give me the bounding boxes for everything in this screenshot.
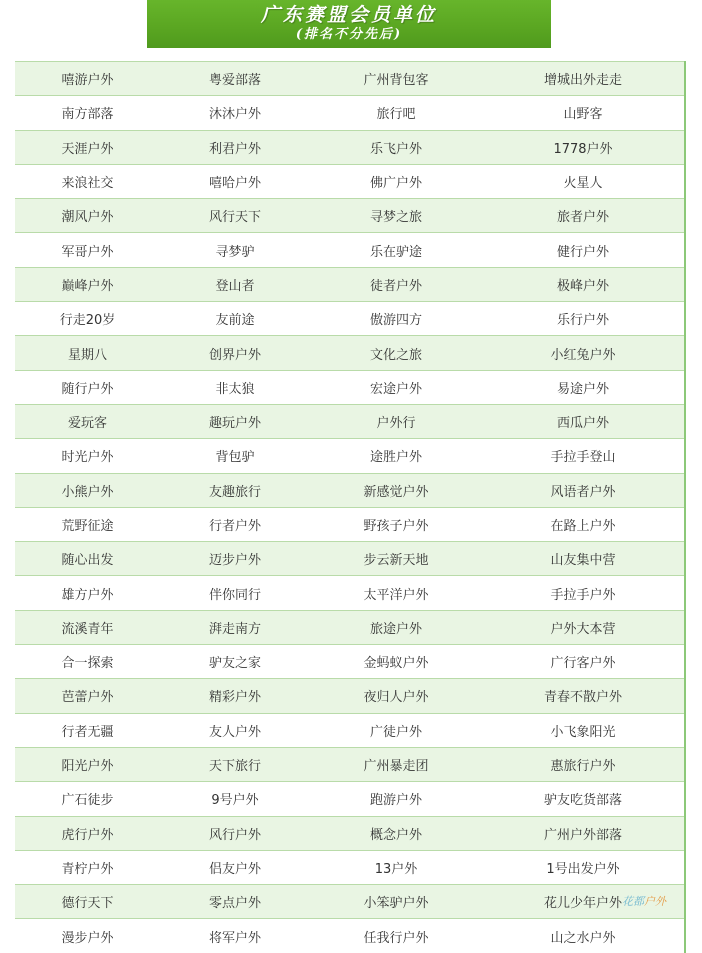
banner-title: 广东赛盟会员单位 xyxy=(260,4,437,26)
member-cell: 1号出发户外 xyxy=(482,850,684,884)
member-cell: 佛广户外 xyxy=(310,164,482,198)
table-row xyxy=(15,199,684,233)
member-cell: 驴友吃货部落 xyxy=(482,782,684,816)
table-row xyxy=(15,130,684,164)
table-row xyxy=(15,782,684,816)
table-row xyxy=(15,679,684,713)
member-cell: 户外行 xyxy=(310,404,482,438)
member-cell: 金蚂蚁户外 xyxy=(310,645,482,679)
member-cell: 嘻哈户外 xyxy=(160,164,310,198)
member-cell: 寻梦驴 xyxy=(160,233,310,267)
member-cell: 寻梦之旅 xyxy=(310,199,482,233)
member-cell: 非太狼 xyxy=(160,370,310,404)
table-row xyxy=(15,507,684,541)
member-cell: 花儿少年户外 xyxy=(482,885,684,919)
member-cell: 山之水户外 xyxy=(482,919,684,953)
member-cell: 傲游四方 xyxy=(310,302,482,336)
member-cell: 友趣旅行 xyxy=(160,473,310,507)
member-cell: 山友集中营 xyxy=(482,542,684,576)
member-cell: 概念户外 xyxy=(310,816,482,850)
table-row xyxy=(15,850,684,884)
member-cell: 随行户外 xyxy=(15,370,160,404)
member-cell: 小红兔户外 xyxy=(482,336,684,370)
member-cell: 爱玩客 xyxy=(15,404,160,438)
member-cell: 德行天下 xyxy=(15,885,160,919)
member-cell: 广石徒步 xyxy=(15,782,160,816)
member-cell: 巅峰户外 xyxy=(15,267,160,301)
member-cell: 旅途户外 xyxy=(310,610,482,644)
table-row xyxy=(15,302,684,336)
member-table-body xyxy=(15,62,684,953)
member-cell: 青春不散户外 xyxy=(482,679,684,713)
member-cell: 随心出发 xyxy=(15,542,160,576)
member-cell: 旅行吧 xyxy=(310,96,482,130)
member-cell: 粤爱部落 xyxy=(160,62,310,96)
member-cell: 创界户外 xyxy=(160,336,310,370)
member-cell: 雄方户外 xyxy=(15,576,160,610)
member-cell: 来浪社交 xyxy=(15,164,160,198)
member-table xyxy=(15,61,684,953)
member-cell: 徒者户外 xyxy=(310,267,482,301)
member-table-container xyxy=(15,61,686,953)
title-banner xyxy=(147,0,551,48)
member-cell: 乐在驴途 xyxy=(310,233,482,267)
member-cell: 广州户外部落 xyxy=(482,816,684,850)
member-cell: 潮风户外 xyxy=(15,199,160,233)
member-cell: 行走20岁 xyxy=(15,302,160,336)
table-row xyxy=(15,473,684,507)
member-cell: 1778户外 xyxy=(482,130,684,164)
member-cell: 风行天下 xyxy=(160,199,310,233)
member-cell: 广行客户外 xyxy=(482,645,684,679)
member-cell: 小熊户外 xyxy=(15,473,160,507)
table-row xyxy=(15,645,684,679)
member-cell: 乐飞户外 xyxy=(310,130,482,164)
table-row xyxy=(15,404,684,438)
member-cell: 将军户外 xyxy=(160,919,310,953)
watermark-text-1: 花都 xyxy=(622,895,644,908)
member-cell: 西瓜户外 xyxy=(482,404,684,438)
member-cell: 宏途户外 xyxy=(310,370,482,404)
member-cell: 广州暴走团 xyxy=(310,747,482,781)
member-cell: 虎行户外 xyxy=(15,816,160,850)
member-cell: 湃走南方 xyxy=(160,610,310,644)
table-row xyxy=(15,96,684,130)
banner-subtitle: (排名不分先后) xyxy=(295,27,403,42)
member-cell: 广徒户外 xyxy=(310,713,482,747)
table-row xyxy=(15,267,684,301)
member-cell: 风行户外 xyxy=(160,816,310,850)
member-cell: 任我行户外 xyxy=(310,919,482,953)
member-cell: 易途户外 xyxy=(482,370,684,404)
member-cell: 旅者户外 xyxy=(482,199,684,233)
member-cell: 行者户外 xyxy=(160,507,310,541)
table-row xyxy=(15,336,684,370)
table-row xyxy=(15,919,684,953)
member-cell: 零点户外 xyxy=(160,885,310,919)
member-cell: 背包驴 xyxy=(160,439,310,473)
member-cell: 在路上户外 xyxy=(482,507,684,541)
member-cell: 南方部落 xyxy=(15,96,160,130)
table-row xyxy=(15,164,684,198)
member-cell: 广州背包客 xyxy=(310,62,482,96)
member-cell: 9号户外 xyxy=(160,782,310,816)
member-cell: 手拉手登山 xyxy=(482,439,684,473)
member-cell: 伴你同行 xyxy=(160,576,310,610)
member-cell: 健行户外 xyxy=(482,233,684,267)
member-cell: 迈步户外 xyxy=(160,542,310,576)
member-cell: 趣玩户外 xyxy=(160,404,310,438)
member-cell: 合一探索 xyxy=(15,645,160,679)
member-cell: 嘻游户外 xyxy=(15,62,160,96)
member-cell: 夜归人户外 xyxy=(310,679,482,713)
member-cell: 青柠户外 xyxy=(15,850,160,884)
member-cell: 天涯户外 xyxy=(15,130,160,164)
member-cell: 友人户外 xyxy=(160,713,310,747)
table-row xyxy=(15,439,684,473)
watermark-text-2: 户外 xyxy=(644,895,666,908)
member-cell: 太平洋户外 xyxy=(310,576,482,610)
member-cell: 侣友户外 xyxy=(160,850,310,884)
member-cell: 小笨驴户外 xyxy=(310,885,482,919)
member-cell: 荒野征途 xyxy=(15,507,160,541)
table-row xyxy=(15,370,684,404)
member-cell: 军哥户外 xyxy=(15,233,160,267)
table-row xyxy=(15,62,684,96)
member-cell: 小飞象阳光 xyxy=(482,713,684,747)
member-cell: 手拉手户外 xyxy=(482,576,684,610)
member-cell: 户外大本营 xyxy=(482,610,684,644)
table-row xyxy=(15,885,684,919)
member-cell: 时光户外 xyxy=(15,439,160,473)
member-cell: 芭蕾户外 xyxy=(15,679,160,713)
member-cell: 行者无疆 xyxy=(15,713,160,747)
member-cell: 阳光户外 xyxy=(15,747,160,781)
table-row xyxy=(15,747,684,781)
member-cell: 山野客 xyxy=(482,96,684,130)
member-cell: 途胜户外 xyxy=(310,439,482,473)
member-cell: 星期八 xyxy=(15,336,160,370)
member-cell: 登山者 xyxy=(160,267,310,301)
member-cell: 漫步户外 xyxy=(15,919,160,953)
table-row xyxy=(15,610,684,644)
member-cell: 新感觉户外 xyxy=(310,473,482,507)
member-cell: 沐沐户外 xyxy=(160,96,310,130)
member-cell: 驴友之家 xyxy=(160,645,310,679)
table-row xyxy=(15,816,684,850)
member-cell: 跑游户外 xyxy=(310,782,482,816)
member-cell: 流溪青年 xyxy=(15,610,160,644)
member-cell: 乐行户外 xyxy=(482,302,684,336)
member-cell: 火星人 xyxy=(482,164,684,198)
member-cell: 天下旅行 xyxy=(160,747,310,781)
member-cell: 风语者户外 xyxy=(482,473,684,507)
table-row xyxy=(15,542,684,576)
member-cell: 步云新天地 xyxy=(310,542,482,576)
table-row xyxy=(15,233,684,267)
member-cell: 增城出外走走 xyxy=(482,62,684,96)
member-cell: 精彩户外 xyxy=(160,679,310,713)
table-row xyxy=(15,576,684,610)
table-row xyxy=(15,713,684,747)
member-cell: 极峰户外 xyxy=(482,267,684,301)
member-cell: 野孩子户外 xyxy=(310,507,482,541)
member-cell: 友前途 xyxy=(160,302,310,336)
member-cell: 惠旅行户外 xyxy=(482,747,684,781)
watermark xyxy=(622,893,666,909)
member-cell: 13户外 xyxy=(310,850,482,884)
member-cell: 利君户外 xyxy=(160,130,310,164)
member-cell: 文化之旅 xyxy=(310,336,482,370)
